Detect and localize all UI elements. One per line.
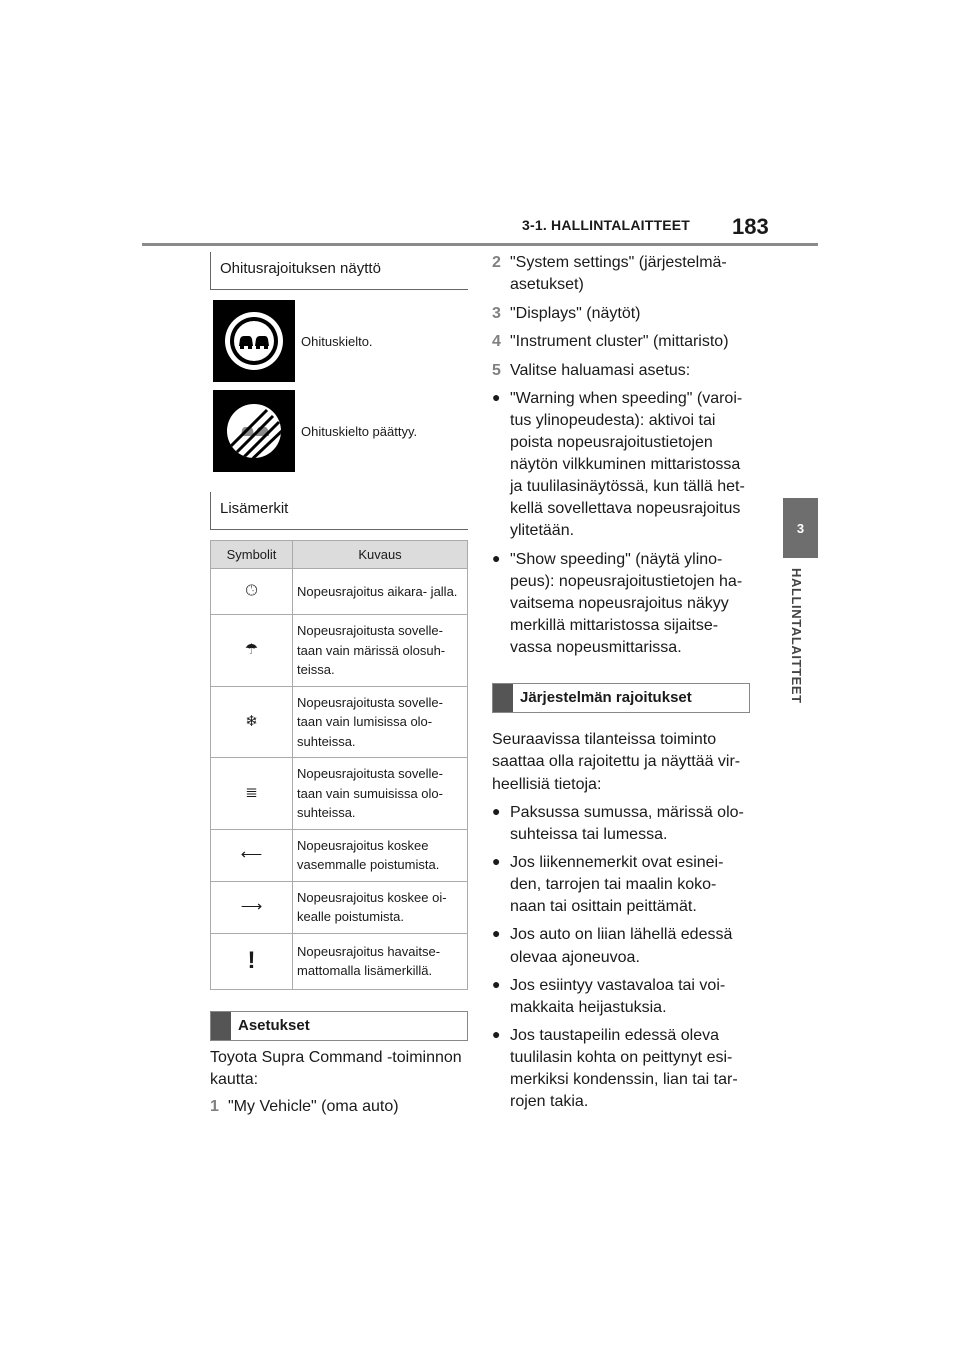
step-text: "Instrument cluster" (mittaristo) bbox=[510, 333, 729, 351]
bullet-icon: ● bbox=[492, 925, 501, 942]
limit-text: Paksussa sumussa, märissä olo- suhteissa tai lumessa. bbox=[510, 804, 744, 844]
table-row bbox=[211, 881, 468, 933]
col-header-symbol: Symbolit bbox=[211, 541, 293, 569]
step-number: 4 bbox=[492, 333, 501, 351]
sign-row bbox=[210, 390, 468, 472]
sign-row bbox=[210, 300, 468, 382]
step-text: "My Vehicle" (oma auto) bbox=[228, 1098, 399, 1116]
list-item bbox=[492, 549, 750, 659]
list-item bbox=[492, 852, 750, 918]
list-item bbox=[492, 388, 750, 543]
display-heading: Ohitusrajoituksen näyttö bbox=[210, 252, 468, 290]
step-item bbox=[210, 1096, 468, 1118]
step-number: 2 bbox=[492, 254, 501, 271]
option-text: "Show speeding" (näytä ylino- peus): nopeusrajoitustietojen ha- vaitsema nopeusrajoitus näkyy merkillä mittaristossa sijaitse- vassa nopeusmittarissa. bbox=[510, 550, 743, 656]
table-cell-desc: Nopeusrajoitus aikara- jalla. bbox=[293, 569, 468, 615]
right-column bbox=[492, 252, 750, 1113]
option-text: "Warning when speeding" (varoi- tus ylinopeudesta): aktivoi tai poista nopeusrajoitustietojen näytön vilkkuminen mittaristossa ja tuulilasinäytössä, kun tällä het- kellä sovellettava nopeusrajoitus ylitetään. bbox=[510, 389, 745, 540]
section-title: 3-1. HALLINTALAITTEET bbox=[522, 217, 691, 233]
table-row bbox=[211, 569, 468, 615]
left-column bbox=[210, 252, 468, 1119]
step-item bbox=[492, 303, 750, 325]
step-number: 3 bbox=[492, 304, 501, 322]
limit-text: Jos auto on liian lähellä edessä olevaa ajoneuvoa. bbox=[510, 926, 733, 966]
heading-marker bbox=[211, 1012, 231, 1040]
table-row bbox=[211, 686, 468, 758]
list-item bbox=[492, 802, 750, 846]
clock-icon: 🕓︎ bbox=[211, 569, 293, 615]
table-row bbox=[211, 758, 468, 830]
chapter-tab-label: HALLINTALAITTEET bbox=[789, 568, 804, 704]
bullet-icon: ● bbox=[492, 803, 501, 820]
table-row bbox=[211, 615, 468, 687]
limit-text: Jos esiintyy vastavaloa tai voi- makkaita heijastuksia. bbox=[510, 976, 726, 1016]
table-cell-desc: Nopeusrajoitus koskee vasemmalle poistumista. bbox=[293, 829, 468, 881]
list-item bbox=[492, 975, 750, 1019]
table-cell-desc: Nopeusrajoitusta sovelle- taan vain sumuisissa olo- suhteissa. bbox=[293, 758, 468, 830]
page-number: 183 bbox=[732, 214, 769, 239]
step-item bbox=[492, 360, 750, 382]
step-number: 1 bbox=[210, 1098, 219, 1116]
step-item bbox=[492, 252, 750, 297]
settings-intro: Toyota Supra Command -toiminnon kautta: bbox=[210, 1048, 462, 1088]
step-text: "System settings" (järjestelmä- asetukset) bbox=[510, 254, 727, 294]
no-overtaking-sign-icon bbox=[213, 300, 295, 382]
table-cell-desc: Nopeusrajoitus koskee oi- kealle poistumista. bbox=[293, 881, 468, 933]
limits-heading bbox=[492, 683, 750, 713]
chapter-tab: 3 bbox=[783, 498, 818, 558]
col-header-desc: Kuvaus bbox=[293, 541, 468, 569]
settings-heading-text: Asetukset bbox=[238, 1017, 310, 1034]
table-row bbox=[211, 933, 468, 989]
table-row bbox=[211, 829, 468, 881]
arrow-left-icon: ⟵ bbox=[211, 829, 293, 881]
list-item bbox=[492, 924, 750, 968]
arrow-right-icon: ⟶ bbox=[211, 881, 293, 933]
header-rule bbox=[142, 243, 818, 246]
end-no-overtaking-sign-icon bbox=[213, 390, 295, 472]
step-item bbox=[492, 331, 750, 353]
step-text: "Displays" (näytöt) bbox=[510, 304, 641, 322]
bullet-icon: ● bbox=[492, 1025, 501, 1042]
sign-caption: Ohituskielto päättyy. bbox=[301, 423, 418, 439]
heading-marker bbox=[493, 684, 513, 712]
bullet-icon: ● bbox=[492, 549, 501, 566]
list-item bbox=[492, 1025, 750, 1113]
step-number: 5 bbox=[492, 361, 501, 379]
extra-signs-heading: Lisämerkit bbox=[210, 492, 468, 530]
extra-signs-table bbox=[210, 540, 468, 990]
bullet-icon: ● bbox=[492, 853, 501, 870]
snowflake-icon: ❄ bbox=[211, 686, 293, 758]
table-cell-desc: Nopeusrajoitusta sovelle- taan vain lumisissa olo- suhteissa. bbox=[293, 686, 468, 758]
step-text: Valitse haluamasi asetus: bbox=[510, 361, 691, 379]
exclamation-icon: ! bbox=[211, 933, 293, 989]
rain-cloud-icon: ☂︎ bbox=[211, 615, 293, 687]
table-cell-desc: Nopeusrajoitusta sovelle- taan vain märissä olosuh- teissa. bbox=[293, 615, 468, 687]
sign-caption: Ohituskielto. bbox=[301, 333, 373, 349]
bullet-icon: ● bbox=[492, 388, 501, 405]
limit-text: Jos liikennemerkit ovat esinei- den, tarrojen tai maalin koko- naan tai osittain peittämät. bbox=[510, 854, 724, 916]
limits-heading-text: Järjestelmän rajoitukset bbox=[520, 689, 692, 707]
table-header-row bbox=[211, 541, 468, 569]
limits-intro: Seuraavissa tilanteissa toiminto saattaa olla rajoitettu ja näyttää vir- heellisiä tietoja: bbox=[492, 730, 741, 793]
fog-icon: ≣ bbox=[211, 758, 293, 830]
settings-heading bbox=[210, 1011, 468, 1041]
table-cell-desc: Nopeusrajoitus havaitse- mattomalla lisämerkillä. bbox=[293, 933, 468, 989]
limit-text: Jos taustapeilin edessä oleva tuulilasin kohta on peittynyt esi- merkiksi kondenssin, lian tai tar- rojen takia. bbox=[510, 1026, 738, 1110]
bullet-icon: ● bbox=[492, 975, 501, 992]
